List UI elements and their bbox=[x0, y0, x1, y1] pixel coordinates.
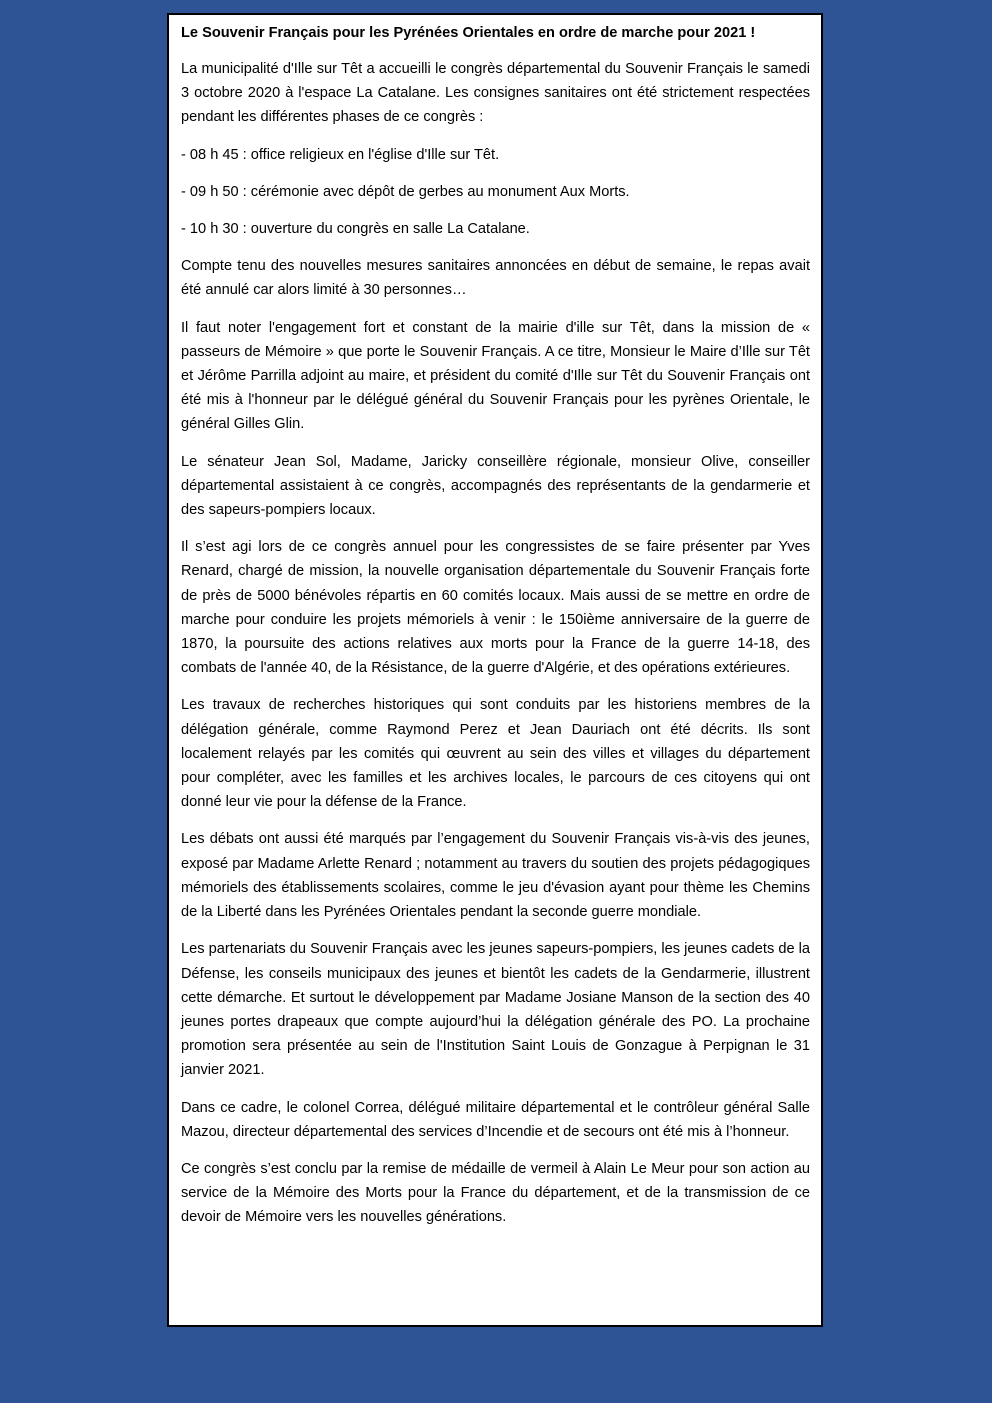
paragraph-officials: Le sénateur Jean Sol, Madame, Jaricky conseillère régionale, monsieur Olive, conseiller départemental assistaient à ce congrès, accompagnés des représentants de la gendarmerie et des sapeurs-pompiers locaux. bbox=[181, 453, 810, 519]
paragraph-youth: Les débats ont aussi été marqués par l’engagement du Souvenir Français vis-à-vis des jeunes, exposé par Madame Arlette Renard ; notamment au travers du soutien des projets pédagogiques mémoriels des établissements scolaires, comme le jeu d'évasion ayant pour thème les Chemins de la Liberté dans les Pyrénées Orientales pendant la seconde guerre mondiale. bbox=[181, 831, 810, 921]
paragraph-organisation: Il s’est agi lors de ce congrès annuel pour les congressistes de se faire présenter par Yves Renard, chargé de mission, la nouvelle organisation départementale du Souvenir Français forte de près de 5000 bénévoles répartis en 60 comités locaux. Mais aussi de se mettre en ordre de marche pour conduire les projets mémoriels à venir : le 150ième anniversaire de la guerre de 1870, la poursuite des actions relatives aux morts pour la France de la guerre 14-18, des combats de l'année 40, de la Résistance, de la guerre d'Algérie, et des opérations extérieures. bbox=[181, 539, 810, 677]
schedule-item-office: - 08 h 45 : office religieux en l'église d'Ille sur Têt. bbox=[181, 146, 500, 163]
paragraph-meal: Compte tenu des nouvelles mesures sanitaires annoncées en début de semaine, le repas avait été annulé car alors limité à 30 personnes… bbox=[181, 258, 810, 299]
paragraph-intro: La municipalité d'Ille sur Têt a accueilli le congrès départemental du Souvenir Français le samedi 3 octobre 2020 à l'espace La Catalane. Les consignes sanitaires ont été strictement respectées pendant les différentes phases de ce congrès : bbox=[181, 61, 810, 126]
paragraph-honours: Dans ce cadre, le colonel Correa, délégué militaire départemental et le contrôleur général Salle Mazou, directeur départemental des services d’Incendie et de secours ont été mis à l’honneur. bbox=[181, 1099, 810, 1140]
schedule-item-opening: - 10 h 30 : ouverture du congrès en salle La Catalane. bbox=[181, 221, 530, 238]
paragraph-research: Les travaux de recherches historiques qui sont conduits par les historiens membres de la délégation générale, comme Raymond Perez et Jean Dauriach ont été décrits. Ils sont localement relayés par les comités qui œuvrent au sein des villes et villages du département pour compléter, avec les familles et les archives locales, le parcours de ces citoyens qui ont donné leur vie pour la défense de la France. bbox=[181, 697, 810, 811]
article-box bbox=[167, 13, 823, 1327]
article-title: Le Souvenir Français pour les Pyrénées Orientales en ordre de marche pour 2021 ! bbox=[181, 25, 756, 41]
paragraph-mairie: Il faut noter l'engagement fort et constant de la mairie d'ille sur Têt, dans la mission de « passeurs de Mémoire » que porte le Souvenir Français. A ce titre, Monsieur le Maire d’Ille sur Têt et Jérôme Parrilla adjoint au maire, et président du comité d'Ille sur Têt du Souvenir Français ont été mis à l'honneur par le délégué général du Souvenir Français pour les pyrènes Orientale, le général Gilles Glin. bbox=[181, 319, 810, 433]
paragraph-conclusion: Ce congrès s’est conclu par la remise de médaille de vermeil à Alain Le Meur pour son action au service de la Mémoire des Morts pour la France du département, et de la transmission de ce devoir de Mémoire vers les nouvelles générations. bbox=[181, 1160, 810, 1226]
paragraph-partnerships: Les partenariats du Souvenir Français avec les jeunes sapeurs-pompiers, les jeunes cadets de la Défense, les conseils municipaux des jeunes et bientôt les cadets de la Gendarmerie, illustrent cette démarche. Et surtout le développement par Madame Josiane Manson de la section des 40 jeunes portes drapeaux que compte aujourd’hui la délégation générale des PO. La prochaine promotion sera présentée au sein de l'Institution Saint Louis de Gonzague à Perpignan le 31 janvier 2021. bbox=[181, 941, 810, 1079]
schedule-item-ceremony: - 09 h 50 : cérémonie avec dépôt de gerbes au monument Aux Morts. bbox=[181, 183, 630, 200]
